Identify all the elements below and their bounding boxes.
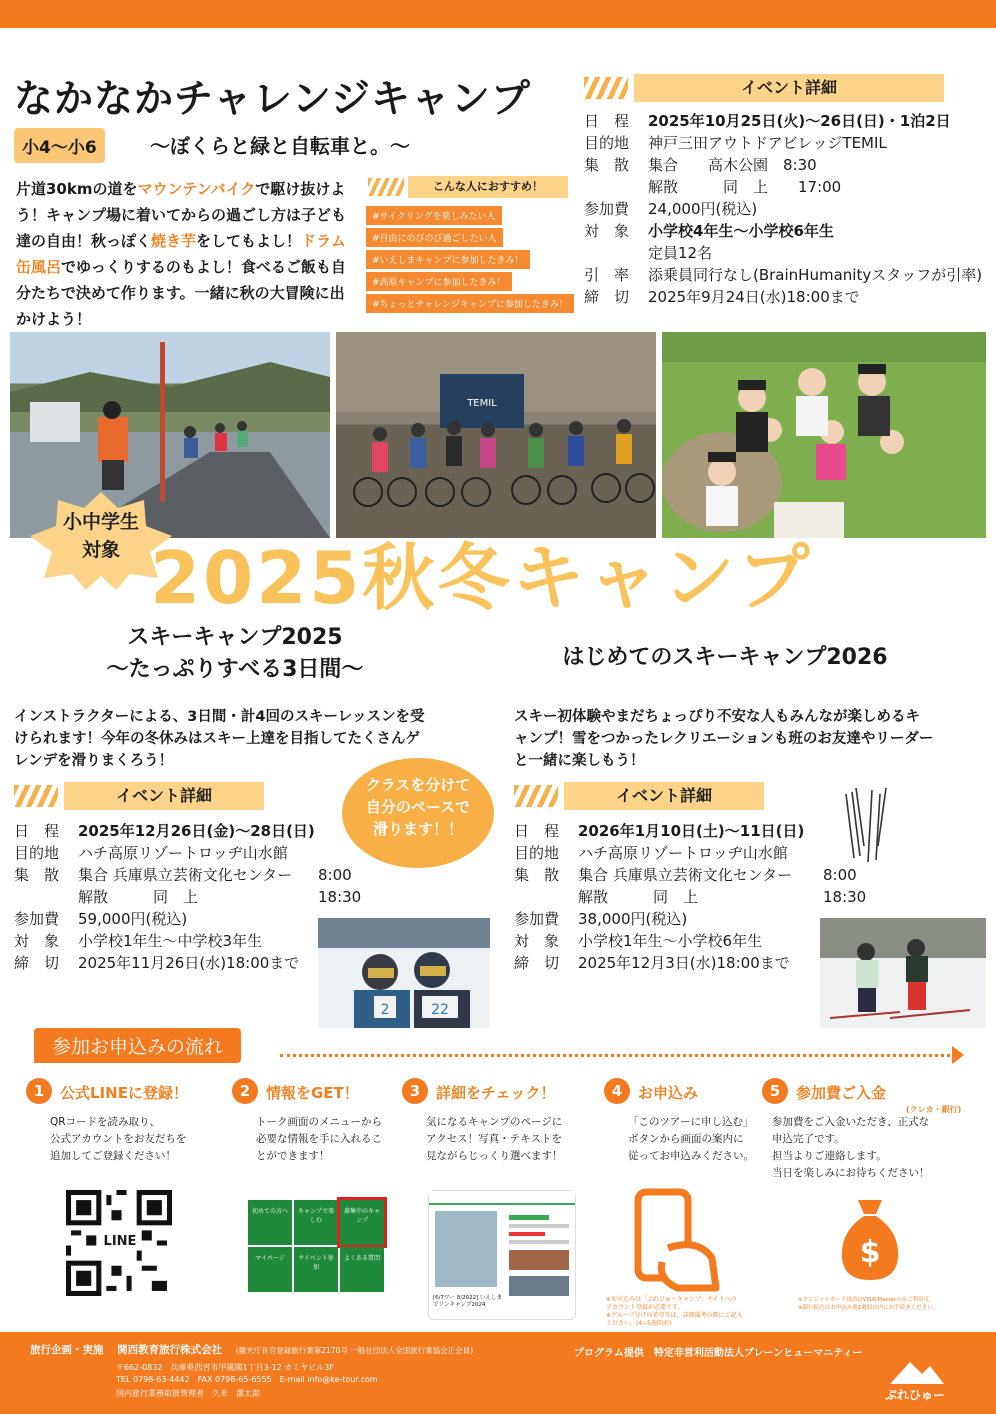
detail-row: [514, 842, 874, 864]
step-number: 1: [26, 1078, 52, 1104]
detail-row: [584, 220, 992, 242]
step-text-line: 公式アカウントをお友だちを: [50, 1133, 187, 1145]
kids-group-photo: [662, 332, 986, 538]
flow-arrow-head: [952, 1046, 964, 1064]
flow-title: 参加お申込みの流れ: [34, 1028, 241, 1063]
top-bar: [0, 0, 996, 28]
step-number: 3: [402, 1078, 428, 1104]
detail-key: 締 切: [514, 954, 560, 972]
detail-key: 目的地: [14, 844, 60, 862]
menu-tile[interactable]: マイページ: [248, 1247, 292, 1292]
event1-table: [584, 110, 992, 308]
intro-highlight: 焼き芋: [151, 232, 197, 250]
detail-row: [584, 198, 992, 220]
recommend-tag: #いえしまキャンプに参加したきみ！: [366, 250, 530, 269]
detail-row: [584, 110, 992, 132]
step-title: 公式LINEに登録！: [60, 1084, 188, 1102]
detail-value: 2025年10月25日(火)〜26日(日)・1泊2日: [648, 112, 951, 130]
detail-row: [14, 842, 374, 864]
temil-group-photo: [336, 332, 656, 538]
detail-value: 解散 同 上 17:00: [648, 178, 842, 196]
detail-value: 小学校1年生〜中学校3年生: [78, 932, 263, 950]
intro-text: [16, 176, 358, 332]
step-text-line: トーク画面のメニューから: [256, 1116, 382, 1128]
detail-row: [514, 820, 874, 842]
detail-key: 対 象: [14, 932, 60, 950]
detail-row: [14, 886, 374, 908]
detail-value: 2025年11月26日(水)18:00まで: [78, 954, 300, 972]
step-text-line: 気になるキャンプのページに: [426, 1116, 563, 1128]
intro-segment: をしてもよし！: [196, 232, 302, 250]
bib-number-2: 22: [431, 1002, 449, 1018]
step-text: [256, 1114, 416, 1165]
step-number: 2: [232, 1078, 258, 1104]
step-text-line: アクセス！写真・テキストを: [426, 1133, 562, 1145]
menu-tile[interactable]: 募集中のキャンプ: [340, 1200, 384, 1245]
step-text-line: 従ってお申込みください。: [628, 1150, 754, 1162]
menu-tile[interactable]: よくある質問: [340, 1247, 384, 1292]
detail-row: [584, 176, 992, 198]
detail-key: [14, 886, 78, 908]
detail-row: [584, 242, 992, 264]
detail-value: 小学校1年生〜小学校6年生: [578, 932, 763, 950]
ski1-photo: [318, 918, 490, 1028]
detail-row: [14, 820, 374, 842]
ski2-title: はじめてのスキーキャンプ2026: [562, 645, 888, 670]
line-qr-code[interactable]: [66, 1190, 172, 1296]
org-label: 旅行企画・実施: [30, 1344, 104, 1356]
step-text-line: とができます！: [256, 1150, 330, 1162]
step-text-line: 見ながらじっくり選べます！: [426, 1150, 563, 1162]
detail-time: 8:00: [318, 866, 352, 884]
phone-hand-icon: [628, 1188, 722, 1294]
detail-row: [584, 154, 992, 176]
grade-badge: 小4〜小6: [14, 128, 105, 163]
org-address: 〒662-0832 兵庫県西宮市甲風園1丁目3-12 カミヤビル3F: [116, 1363, 334, 1372]
recommend-tag: #自由にのびのび過ごしたい人: [366, 228, 503, 247]
program-provider: プログラム提供 特定非営利活動法人ブレーンヒューマニティー: [574, 1348, 863, 1359]
event-detail-heading: イベント詳細: [584, 74, 954, 102]
ski1-detail-heading: イベント詳細: [14, 782, 334, 810]
step-text-line: 参加費をご入金いただき、正式な: [772, 1116, 930, 1128]
detail-row: [514, 864, 874, 886]
step5-payment-note: (クレカ・銀行): [906, 1105, 962, 1114]
recommend-tag: #ちょっとチャレンジキャンプに参加したきみ！: [366, 294, 574, 313]
step-text-line: 申込完了です。: [772, 1133, 845, 1145]
phone-caption: [6/7ワー 8/2022] いえしまでリンキャンプ2024: [433, 1295, 502, 1308]
line-label: LINE: [103, 1234, 137, 1249]
step-text: [426, 1114, 586, 1165]
detail-value: 解散 同 上: [78, 888, 199, 906]
org-contact: TEL 0798-63-4442 FAX 0798-65-6555 E-mail info@ke-tour.com: [116, 1375, 378, 1384]
intro-segment: 片道30kmの道を: [16, 180, 138, 198]
badge-line1: 小中学生: [62, 511, 139, 533]
step-title: 詳細をチェック！: [436, 1084, 556, 1102]
intro-highlight: ドラム缶風呂: [16, 232, 346, 276]
flow-arrow-line: [280, 1054, 956, 1057]
detail-row: [514, 886, 874, 908]
detail-time: 18:30: [823, 888, 867, 906]
detail-row: [584, 286, 992, 308]
detail-row: [584, 264, 992, 286]
detail-time: 8:00: [823, 866, 857, 884]
detail-key: 参加費: [584, 200, 630, 218]
detail-value: 神戸三田アウトドアビレッジTEMIL: [648, 134, 887, 152]
detail-value: 2025年12月26日(金)〜28日(日): [78, 822, 315, 840]
recommend-tag: #高原キャンプに参加したきみ！: [366, 272, 512, 291]
detail-value: 2025年12月3日(水)18:00まで: [578, 954, 790, 972]
step-title: お申込み: [638, 1084, 699, 1102]
detail-key: 引 率: [584, 266, 630, 284]
step-text-line: QRコードを読み取り、: [50, 1116, 161, 1128]
page-subtitle: 〜ぼくらと緑と自転車と。〜: [150, 134, 410, 158]
step-text-line: 必要な情報を手に入れるこ: [256, 1133, 382, 1145]
detail-row: [584, 132, 992, 154]
step-text: [772, 1114, 972, 1182]
detail-key: 日 程: [14, 822, 60, 840]
menu-tile[interactable]: サイベント参加: [294, 1247, 338, 1292]
detail-key: 参加費: [514, 910, 560, 928]
step-text-line: 当日を楽しみにお待ちください！: [772, 1167, 930, 1179]
travel-manager: 国内旅行業務取扱管理者 久米 潔太郎: [116, 1389, 260, 1398]
badge-line2: 対象: [81, 539, 120, 561]
detail-key: [514, 886, 578, 908]
org-registration: (観光庁長官登録旅行業第2170号 一般社団法人全国旅行業協会正会員): [235, 1346, 474, 1355]
detail-value: 小学校4年生〜小学校6年生: [648, 222, 834, 240]
detail-key: 目的地: [514, 844, 560, 862]
intro-segment: でゆっくりするのもよし！食べるご飯も自分たちで決めて作ります。一緒に秋の大冒険に出かけよう！: [16, 258, 346, 328]
detail-value: 59,000円(税込): [78, 910, 188, 928]
ski1-title: スキーキャンプ2025 〜たっぷりすべる3日間〜: [106, 625, 364, 682]
detail-value: 38,000円(税込): [578, 910, 688, 928]
detail-value: 解散 同 上: [578, 888, 699, 906]
ski1-bubble: クラスを分けて 自分のペースで 滑ります！！: [342, 758, 494, 868]
detail-key: 集 散: [14, 866, 60, 884]
temil-sign: TEMIL: [467, 398, 497, 409]
detail-key: [584, 242, 648, 264]
detail-value: 定員12名: [648, 244, 713, 262]
step-number: 4: [604, 1078, 630, 1104]
detail-key: [584, 176, 648, 198]
site-phone-preview: [428, 1190, 576, 1320]
page-title: なかなかチャレンジキャンプ: [14, 77, 531, 122]
detail-value: 2025年9月24日(水)18:00まで: [648, 288, 860, 306]
footer: [0, 1332, 996, 1414]
recommend-heading: こんな人におすすめ！: [368, 176, 578, 198]
detail-value: 添乗員同行なし(BrainHumanityスタッフが引率): [648, 266, 983, 284]
detail-time: 18:30: [318, 888, 362, 906]
step4-notes: ※お申込みは「ぷれひゅーキャンプ」サイトへの アカウント登録が必要です。 ※グループ分けの希望等は、詳細備考の際にご記入 ください。(4~5週間前): [606, 1296, 743, 1327]
step-text: [628, 1114, 788, 1165]
intro-highlight: マウンテンバイク: [137, 180, 256, 198]
recommend-tag: #サイクリングを楽しみたい人: [366, 206, 502, 225]
money-bag-icon: [836, 1196, 904, 1282]
detail-key: 日 程: [514, 822, 560, 840]
detail-row: [14, 864, 374, 886]
line-menu-preview: [248, 1200, 384, 1292]
detail-key: 対 象: [514, 932, 560, 950]
detail-value: 集合 兵庫県立芸術文化センター: [578, 866, 793, 884]
detail-key: 参加費: [14, 910, 60, 928]
svg-text:$: $: [859, 1235, 881, 1270]
menu-tile[interactable]: キャンプで楽しむ: [294, 1200, 338, 1245]
ski2-description: スキー初体験やまだちょっぴり不安な人もみんなが楽しめるキャンプ！雪をつかったレクリエーションも班のお友達やリーダーと一緒に楽しもう！: [514, 709, 934, 769]
detail-value: 集合 兵庫県立芸術文化センター: [78, 866, 293, 884]
detail-key: 集 散: [514, 866, 560, 884]
org-name: 関西教育旅行株式会社: [117, 1344, 223, 1356]
detail-value: 集合 高木公園 8:30: [648, 156, 817, 174]
detail-value: 24,000円(税込): [648, 200, 758, 218]
detail-value: 2026年1月10日(土)〜11日(日): [578, 822, 805, 840]
detail-key: 日 程: [584, 112, 630, 130]
step-text-line: 「このツアーに申し込む」: [628, 1116, 754, 1128]
step-title: 参加費ご入金: [796, 1084, 887, 1102]
detail-value: ハチ高原リゾートロッヂ山水館: [578, 844, 788, 862]
step-text: [50, 1114, 210, 1165]
plehue-logo: ぷれひゅー: [880, 1356, 950, 1406]
step-title: 情報をGET！: [266, 1084, 359, 1102]
detail-key: 締 切: [584, 288, 630, 306]
detail-key: 対 象: [584, 222, 630, 240]
ski2-photo: [820, 918, 986, 1028]
bib-number-1: 2: [380, 1002, 390, 1018]
step-text-line: 追加してご登録ください！: [50, 1150, 176, 1162]
intro-segment: で駆け抜けよう！キャンプ場に着いてからの過ごし方は子ども達の自由！秋っぽく: [16, 180, 347, 250]
step5-notes: ※クレジットカード決済はVISA/Masterのみご利用可。 ※銀行振込はお申込み後1週間以内にお手続きください。: [798, 1297, 939, 1311]
step-number: 5: [762, 1078, 788, 1104]
step-text-line: ボタンから画面の案内に: [628, 1133, 744, 1145]
ski2-detail-heading: イベント詳細: [514, 782, 814, 810]
menu-tile[interactable]: 初めての方へ: [248, 1200, 292, 1245]
detail-key: 目的地: [584, 134, 630, 152]
detail-key: 集 散: [584, 156, 630, 174]
banner-title: 2025秋冬キャンプ: [150, 536, 813, 620]
detail-key: 締 切: [14, 954, 60, 972]
detail-value: ハチ高原リゾートロッヂ山水館: [78, 844, 288, 862]
ski1-description: インストラクターによる、3日間・計4回のスキーレッスンを受けられます！今年の冬休みはスキー上達を目指してたくさんゲレンデを滑りまくろう！: [14, 709, 425, 769]
step-text-line: 担当よりご連絡します。: [772, 1150, 887, 1162]
